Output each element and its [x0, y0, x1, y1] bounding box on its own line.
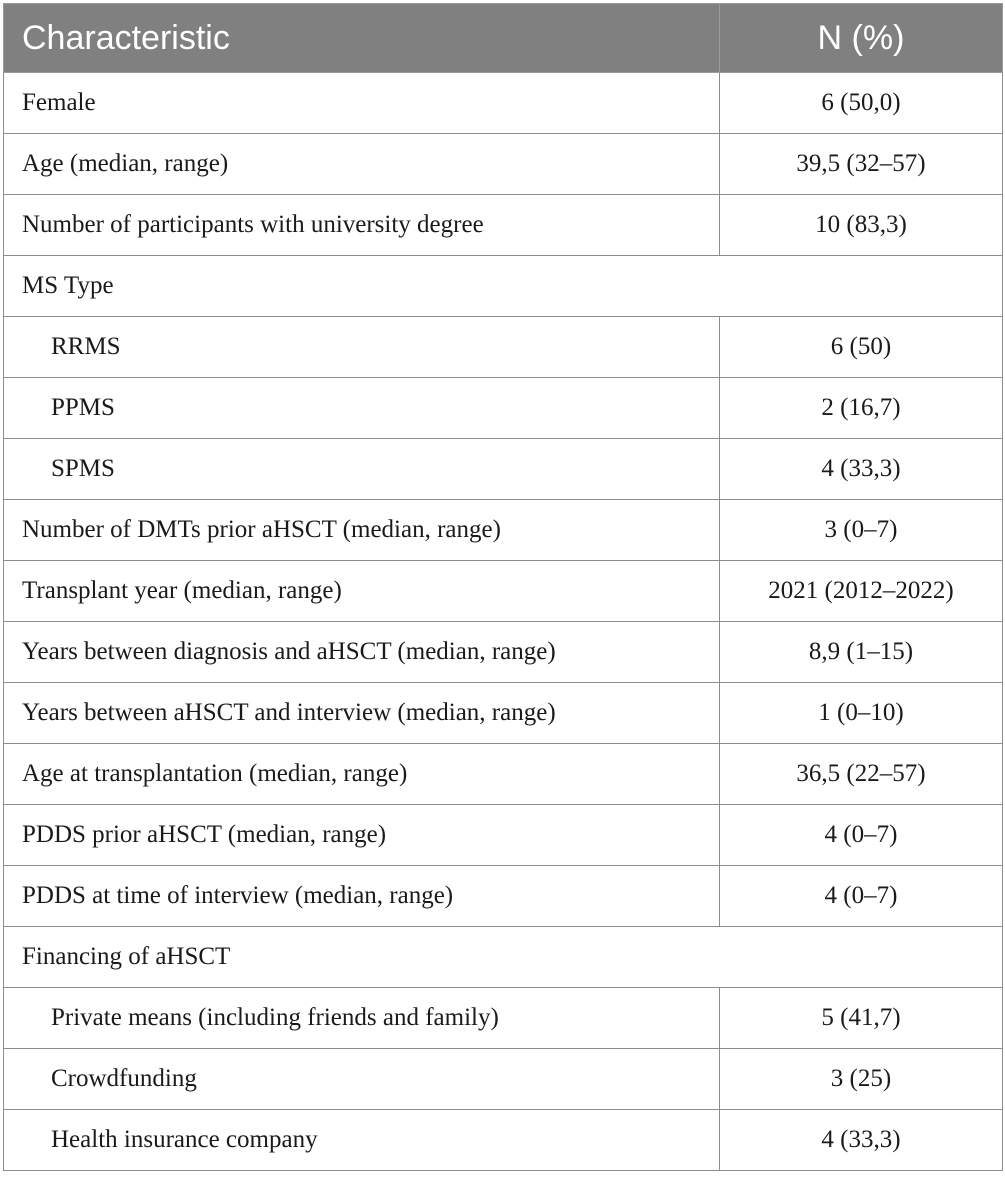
header-n-percent: N (%) — [720, 4, 1003, 73]
row-value: 2 (16,7) — [720, 378, 1003, 439]
table-row — [4, 317, 1003, 378]
table-row — [4, 805, 1003, 866]
table-row — [4, 1049, 1003, 1110]
table-row — [4, 195, 1003, 256]
row-value: 1 (0–10) — [720, 683, 1003, 744]
row-label: Transplant year (median, range) — [4, 561, 720, 622]
row-value: 5 (41,7) — [720, 988, 1003, 1049]
row-label: Health insurance company — [4, 1110, 720, 1171]
table-row — [4, 378, 1003, 439]
row-label: Years between diagnosis and aHSCT (median, range) — [4, 622, 720, 683]
table-row — [4, 744, 1003, 805]
section-label: MS Type — [4, 256, 1003, 317]
header-characteristic: Characteristic — [4, 4, 720, 73]
table-row — [4, 561, 1003, 622]
table-row — [4, 866, 1003, 927]
section-label: Financing of aHSCT — [4, 927, 1003, 988]
row-value: 4 (33,3) — [720, 1110, 1003, 1171]
row-label: Private means (including friends and family) — [4, 988, 720, 1049]
row-label: PDDS prior aHSCT (median, range) — [4, 805, 720, 866]
table-row — [4, 73, 1003, 134]
row-value: 39,5 (32–57) — [720, 134, 1003, 195]
row-value: 4 (0–7) — [720, 866, 1003, 927]
row-value: 36,5 (22–57) — [720, 744, 1003, 805]
table-row — [4, 500, 1003, 561]
row-value: 2021 (2012–2022) — [720, 561, 1003, 622]
row-value: 10 (83,3) — [720, 195, 1003, 256]
header-row — [4, 4, 1003, 73]
row-label: Number of DMTs prior aHSCT (median, range) — [4, 500, 720, 561]
characteristics-table — [3, 3, 1003, 1171]
table-row — [4, 1110, 1003, 1171]
row-value: 3 (0–7) — [720, 500, 1003, 561]
table-row — [4, 622, 1003, 683]
row-value: 8,9 (1–15) — [720, 622, 1003, 683]
row-label: PDDS at time of interview (median, range) — [4, 866, 720, 927]
row-value: 4 (0–7) — [720, 805, 1003, 866]
table-row — [4, 134, 1003, 195]
row-label: Years between aHSCT and interview (median, range) — [4, 683, 720, 744]
row-label: Age (median, range) — [4, 134, 720, 195]
table-row — [4, 988, 1003, 1049]
row-value: 3 (25) — [720, 1049, 1003, 1110]
row-label: Crowdfunding — [4, 1049, 720, 1110]
row-label: PPMS — [4, 378, 720, 439]
row-label: RRMS — [4, 317, 720, 378]
row-label: Age at transplantation (median, range) — [4, 744, 720, 805]
row-value: 4 (33,3) — [720, 439, 1003, 500]
row-value: 6 (50) — [720, 317, 1003, 378]
row-label: Number of participants with university degree — [4, 195, 720, 256]
row-value: 6 (50,0) — [720, 73, 1003, 134]
section-row — [4, 927, 1003, 988]
table-row — [4, 683, 1003, 744]
table-row — [4, 439, 1003, 500]
section-row — [4, 256, 1003, 317]
row-label: SPMS — [4, 439, 720, 500]
row-label: Female — [4, 73, 720, 134]
